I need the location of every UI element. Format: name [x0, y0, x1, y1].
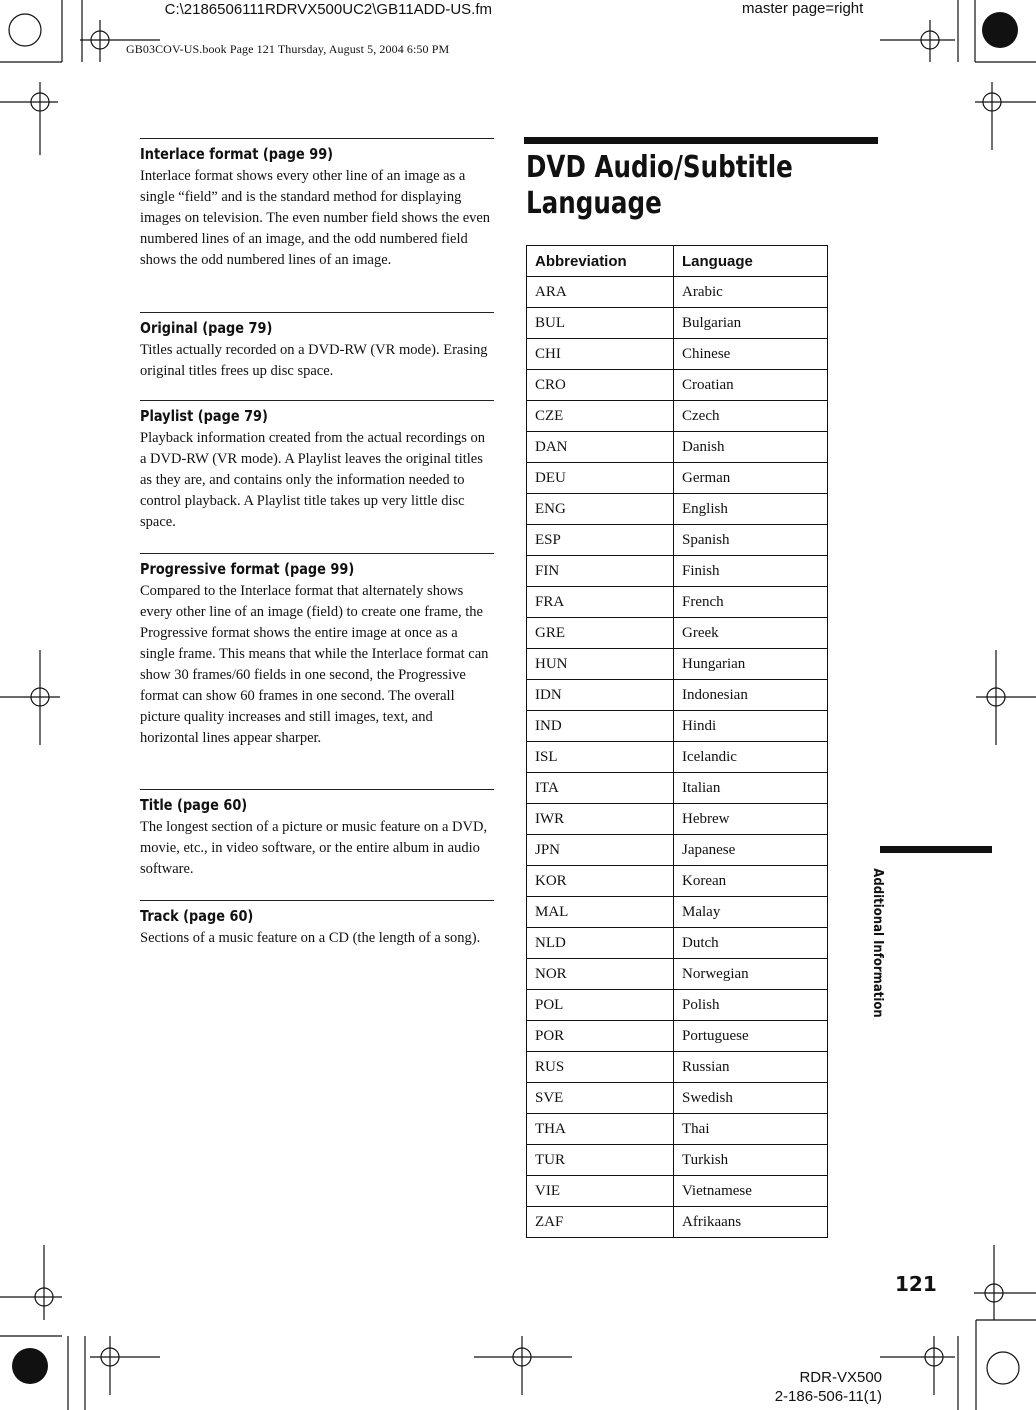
table-row: [527, 494, 828, 525]
table-row: [527, 1083, 828, 1114]
cell-abbreviation: IDN: [527, 680, 674, 711]
page-number: 121: [895, 1272, 937, 1296]
table-row: [527, 618, 828, 649]
glossary-term: Playlist (page 79): [140, 407, 268, 425]
cell-language: Korean: [674, 866, 828, 897]
cell-language: Italian: [674, 773, 828, 804]
glossary-entry-interlace: [140, 138, 494, 271]
table-row: [527, 277, 828, 308]
cell-abbreviation: DEU: [527, 463, 674, 494]
cell-abbreviation: FIN: [527, 556, 674, 587]
glossary-definition: The longest section of a picture or music feature on a DVD, movie, etc., in video software, or the entire album in audio software.: [140, 819, 488, 877]
header-master-page: master page=right: [742, 0, 864, 17]
cell-abbreviation: BUL: [527, 308, 674, 339]
table-row: [527, 649, 828, 680]
cell-abbreviation: GRE: [527, 618, 674, 649]
cell-language: Indonesian: [674, 680, 828, 711]
table-row: [527, 1052, 828, 1083]
table-row: [527, 587, 828, 618]
cell-language: Turkish: [674, 1145, 828, 1176]
table-row: [527, 1207, 828, 1238]
section-top-bar: [524, 137, 878, 144]
cell-language: Norwegian: [674, 959, 828, 990]
cell-language: Danish: [674, 432, 828, 463]
column-header-abbreviation: Abbreviation: [527, 246, 674, 277]
table-row: [527, 773, 828, 804]
language-table: [526, 245, 828, 1238]
cell-language: Hindi: [674, 711, 828, 742]
cell-abbreviation: CZE: [527, 401, 674, 432]
cell-language: Portuguese: [674, 1021, 828, 1052]
table-row: [527, 401, 828, 432]
table-row: [527, 370, 828, 401]
table-row: [527, 1176, 828, 1207]
cell-abbreviation: MAL: [527, 897, 674, 928]
table-row: [527, 742, 828, 773]
cell-language: Chinese: [674, 339, 828, 370]
cell-abbreviation: ENG: [527, 494, 674, 525]
cell-abbreviation: TUR: [527, 1145, 674, 1176]
cell-language: Vietnamese: [674, 1176, 828, 1207]
cell-abbreviation: POL: [527, 990, 674, 1021]
glossary-definition: Titles actually recorded on a DVD-RW (VR mode). Erasing original titles frees up disc space.: [140, 342, 488, 379]
cell-language: Finish: [674, 556, 828, 587]
cell-abbreviation: HUN: [527, 649, 674, 680]
section-title: DVD Audio/Subtitle Language: [526, 150, 793, 221]
cell-language: Dutch: [674, 928, 828, 959]
glossary-term: Interlace format (page 99): [140, 145, 334, 163]
table-row: [527, 928, 828, 959]
glossary-entry-track: [140, 900, 494, 949]
cell-abbreviation: POR: [527, 1021, 674, 1052]
cell-abbreviation: ESP: [527, 525, 674, 556]
glossary-entry-playlist: [140, 400, 494, 533]
glossary-definition: Playback information created from the actual recordings on a DVD-RW (VR mode). A Playlist leaves the original titles as they are, and contains only the information needed to control playback. A Playlist title takes up very little disc space.: [140, 430, 486, 530]
table-row: [527, 1114, 828, 1145]
side-tab-label: Additional Information: [870, 868, 885, 1018]
table-row: [527, 804, 828, 835]
glossary-entry-original: [140, 312, 494, 382]
glossary-definition: Interlace format shows every other line of an image as a single “field” and is the standard method for displaying images on television. The even number field shows the even numbered lines of an image, and the odd numbered field shows the odd numbered lines of an image.: [140, 168, 491, 268]
cell-language: Thai: [674, 1114, 828, 1145]
glossary-term: Track (page 60): [140, 907, 254, 925]
cell-abbreviation: IWR: [527, 804, 674, 835]
table-row: [527, 432, 828, 463]
cell-language: Russian: [674, 1052, 828, 1083]
cell-language: Croatian: [674, 370, 828, 401]
cell-abbreviation: FRA: [527, 587, 674, 618]
cell-abbreviation: THA: [527, 1114, 674, 1145]
cell-abbreviation: ISL: [527, 742, 674, 773]
cell-language: French: [674, 587, 828, 618]
cell-abbreviation: CHI: [527, 339, 674, 370]
table-row: [527, 525, 828, 556]
cell-abbreviation: RUS: [527, 1052, 674, 1083]
cell-language: Arabic: [674, 277, 828, 308]
side-tab-bar: [880, 846, 992, 853]
table-row: [527, 308, 828, 339]
cell-abbreviation: ITA: [527, 773, 674, 804]
cell-language: Bulgarian: [674, 308, 828, 339]
cell-language: Malay: [674, 897, 828, 928]
table-row: [527, 990, 828, 1021]
cell-language: Icelandic: [674, 742, 828, 773]
cell-abbreviation: SVE: [527, 1083, 674, 1114]
table-row: [527, 556, 828, 587]
table-header-row: [527, 246, 828, 277]
header-book-line: GB03COV-US.book Page 121 Thursday, August 5, 2004 6:50 PM: [126, 42, 450, 56]
glossary-term: Title (page 60): [140, 796, 248, 814]
table-row: [527, 339, 828, 370]
table-row: [527, 897, 828, 928]
glossary-definition: Compared to the Interlace format that alternately shows every other line of an image (field) to create one frame, the Progressive format shows the entire image at once as a single frame. This means that while the Interlace format can show 30 frames/60 fields in one second, the Progressive format can show 60 frames in one second. The overall picture quality increases and still images, text, and horizontal lines appear sharper.: [140, 583, 489, 746]
header-file-path: C:\2186506111RDRVX500UC2\GB11ADD-US.fm: [164, 1, 492, 18]
glossary-entry-title: [140, 789, 494, 880]
cell-language: English: [674, 494, 828, 525]
glossary-term: Progressive format (page 99): [140, 560, 355, 578]
cell-language: Spanish: [674, 525, 828, 556]
model-code: 2-186-506-11(1): [774, 1388, 882, 1405]
cell-language: Hebrew: [674, 804, 828, 835]
cell-language: Afrikaans: [674, 1207, 828, 1238]
cell-abbreviation: CRO: [527, 370, 674, 401]
cell-language: Swedish: [674, 1083, 828, 1114]
table-body: [527, 277, 828, 1238]
cell-abbreviation: DAN: [527, 432, 674, 463]
table-row: [527, 866, 828, 897]
cell-language: German: [674, 463, 828, 494]
footer-model: [740, 1368, 882, 1406]
cell-abbreviation: ZAF: [527, 1207, 674, 1238]
cell-abbreviation: KOR: [527, 866, 674, 897]
table-row: [527, 1145, 828, 1176]
cell-abbreviation: NOR: [527, 959, 674, 990]
glossary-definition: Sections of a music feature on a CD (the length of a song).: [140, 930, 481, 946]
cell-language: Japanese: [674, 835, 828, 866]
table-row: [527, 959, 828, 990]
cell-language: Polish: [674, 990, 828, 1021]
glossary-entry-progressive: [140, 553, 494, 749]
glossary-term: Original (page 79): [140, 319, 273, 337]
cell-abbreviation: IND: [527, 711, 674, 742]
table-row: [527, 1021, 828, 1052]
cell-abbreviation: NLD: [527, 928, 674, 959]
cell-language: Greek: [674, 618, 828, 649]
table-row: [527, 680, 828, 711]
cell-abbreviation: JPN: [527, 835, 674, 866]
table-row: [527, 835, 828, 866]
cell-abbreviation: ARA: [527, 277, 674, 308]
cell-abbreviation: VIE: [527, 1176, 674, 1207]
table-row: [527, 711, 828, 742]
table-row: [527, 463, 828, 494]
model-name: RDR-VX500: [799, 1369, 882, 1386]
cell-language: Hungarian: [674, 649, 828, 680]
cell-language: Czech: [674, 401, 828, 432]
column-header-language: Language: [674, 246, 828, 277]
